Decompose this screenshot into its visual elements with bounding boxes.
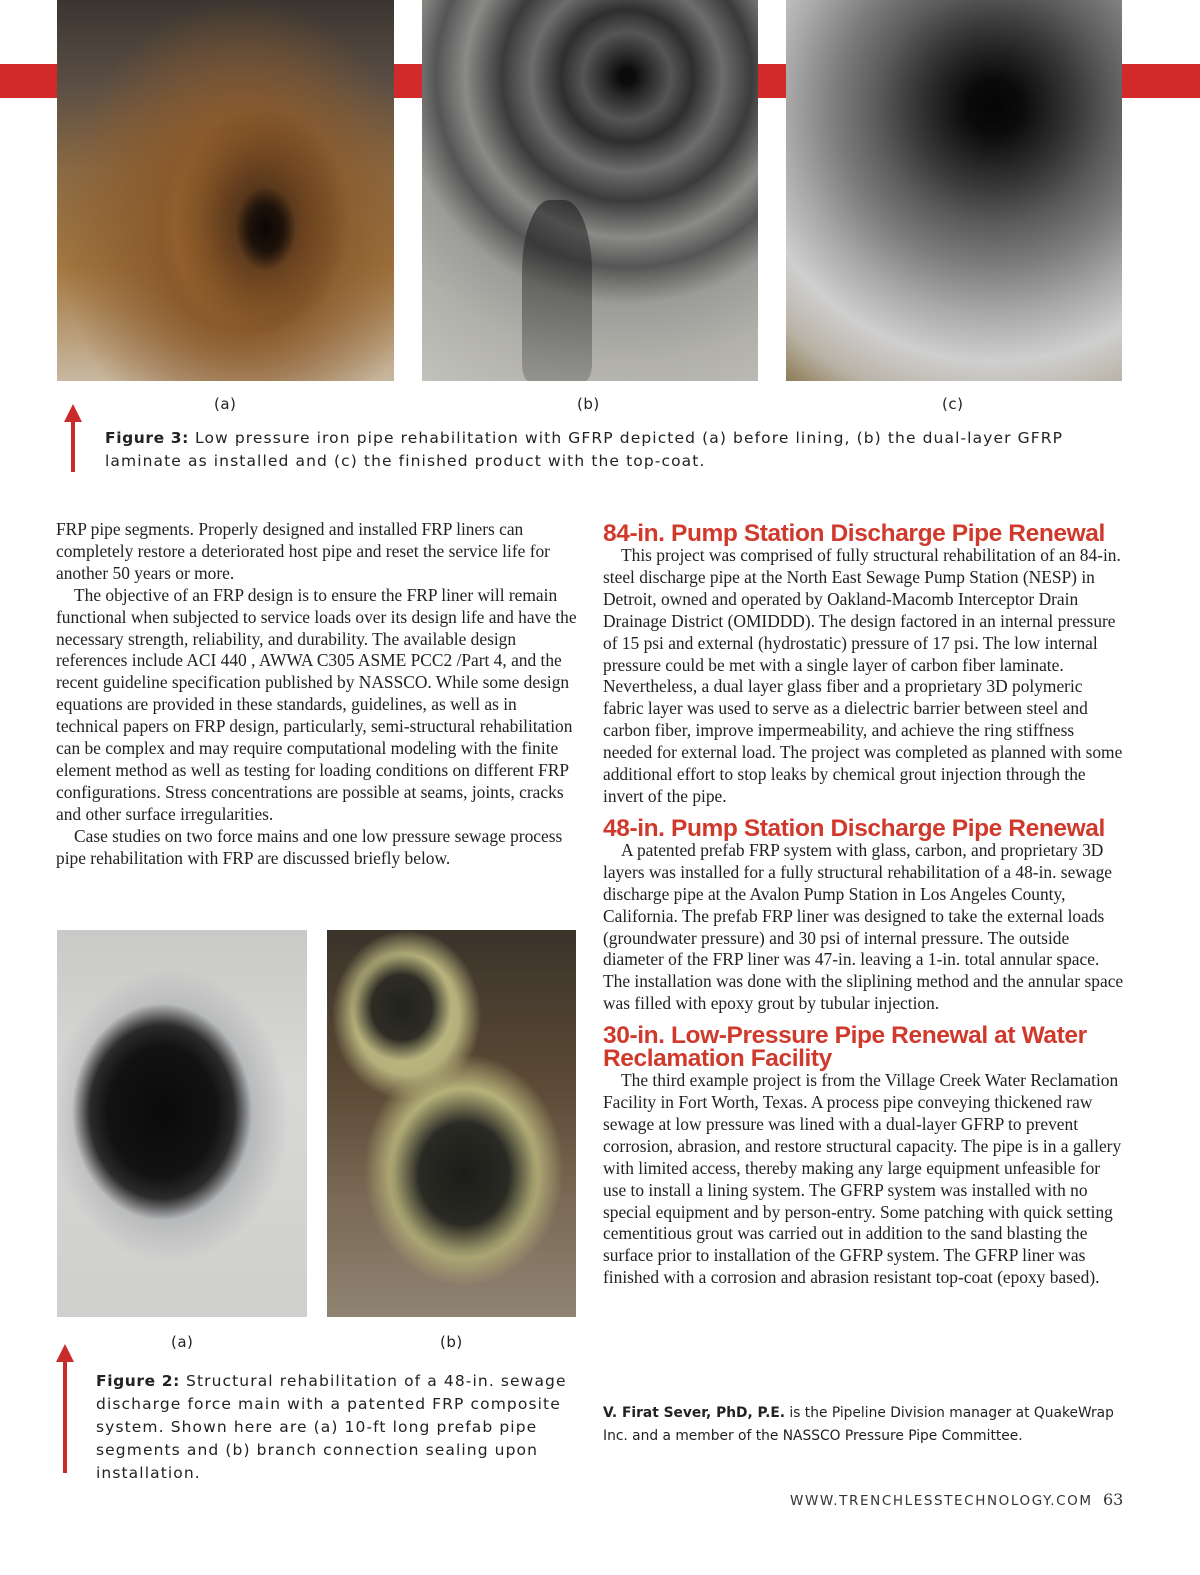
left-paragraph-3: Case studies on two force mains and one low pressure sewage process pipe rehabilitation with FRP are discussed briefly below. xyxy=(56,825,563,868)
section-heading-84in: 84-in. Pump Station Discharge Pipe Renewal xyxy=(603,520,1105,547)
figure3-label-c: (c) xyxy=(942,395,964,413)
arrow-up-icon xyxy=(71,418,75,472)
left-column xyxy=(56,519,578,870)
figure3-label-b: (b) xyxy=(577,395,600,413)
red-accent-bar-mid2 xyxy=(758,64,786,98)
author-bio xyxy=(603,1402,1133,1448)
page-number: 63 xyxy=(1103,1490,1124,1509)
red-accent-bar-right xyxy=(1122,64,1200,98)
red-accent-bar-mid1 xyxy=(394,64,422,98)
figure3-caption-text: Low pressure iron pipe rehabilitation with GFRP depicted (a) before lining, (b) the dual-layer GFRP laminate as installed and (c) the finished product with the top-coat. xyxy=(105,429,1064,470)
red-accent-bar-left xyxy=(0,64,57,98)
figure2-photo-a xyxy=(57,930,307,1317)
figure3-caption xyxy=(105,427,1115,473)
section-body-48in: A patented prefab FRP system with glass, carbon, and proprietary 3D layers was installed for a fully structural rehabilitation of a 48-in. sewage discharge pipe at the Avalon Pump Station in Los Angeles County, California. The prefab FRP liner was designed to take the external loads (groundwater pressure) and 30 psi of internal pressure. The outside diameter of the FRP liner was 47-in. leaving a 1-in. total annular space. The installation was done with the sliplining method and the annular space was filled with epoxy grout by tubular injection. xyxy=(603,839,1124,1014)
figure2-caption-text: Structural rehabilitation of a 48-in. sewage discharge force main with a patented FRP composite system. Shown here are (a) 10-ft long prefab pipe segments and (b) branch connection sealing upon installation. xyxy=(96,1372,567,1482)
figure3-photo-b xyxy=(422,0,758,381)
section-heading-48in: 48-in. Pump Station Discharge Pipe Renewal xyxy=(603,814,1105,842)
figure2-label-a: (a) xyxy=(171,1333,194,1351)
section-body-84in: This project was comprised of fully structural rehabilitation of an 84-in. steel discharge pipe at the North East Sewage Pump Station (NESP) in Detroit, owned and operated by Oakland-Macomb Interceptor Drain Drainage District (OMIDDD). The design factored in an internal pressure of 15 psi and external (hydrostatic) pressure of 17 psi. The low internal pressure could be met with a single layer of carbon fiber laminate. Nevertheless, a dual layer glass fiber and a proprietary 3D polymeric fabric layer was used to serve as a dielectric barrier between steel and carbon fiber, improve impermeability, and achieve the ring stiffness needed for external load. The project was completed as planned with some additional effort to stop leaks by chemical grout injection through the invert of the pipe. xyxy=(603,545,1123,806)
figure3-photo-a xyxy=(57,0,394,381)
figure3-label-a: (a) xyxy=(214,395,237,413)
right-column xyxy=(603,522,1125,1289)
figure2-caption xyxy=(96,1370,576,1485)
section-heading-30in: 30-in. Low-Pressure Pipe Renewal at Water Reclamation Facility xyxy=(603,1022,1087,1073)
section-body-30in: The third example project is from the Village Creek Water Reclamation Facility in Fort Worth, Texas. A process pipe conveying thickened raw sewage at low pressure was lined with a dual-layer GFRP to prevent corrosion, abrasion, and restore structural capacity. The pipe is in a gallery with limited access, thereby making any large equipment unfeasible for use to install a lining system. The GFRP system was installed with no special equipment and by person-entry. Some patching with quick setting cementitious grout was carried out in addition to the sand blasting the surface prior to installation of the GFRP system. The GFRP liner was finished with a corrosion and abrasion resistant top-coat (epoxy based). xyxy=(603,1070,1122,1288)
figure3-caption-label: Figure 3: xyxy=(105,429,189,447)
figure2-photo-b xyxy=(327,930,576,1317)
author-name: V. Firat Sever, PhD, P.E. xyxy=(603,1405,785,1421)
figure2-label-b: (b) xyxy=(440,1333,463,1351)
arrow-up-icon-2 xyxy=(63,1358,67,1473)
figure2-caption-label: Figure 2: xyxy=(96,1372,180,1390)
author-bio-text: is the Pipeline Division manager at QuakeWrap Inc. and a member of the NASSCO Pressure Pipe Committee. xyxy=(603,1405,1114,1444)
left-paragraph-1: FRP pipe segments. Properly designed and installed FRP liners can completely restore a deteriorated host pipe and reset the service life for another 50 years or more. xyxy=(56,519,550,583)
footer-url: WWW.TRENCHLESSTECHNOLOGY.COM xyxy=(790,1493,1093,1509)
figure3-photo-c xyxy=(786,0,1122,381)
left-paragraph-2: The objective of an FRP design is to ensure the FRP liner will remain functional when subjected to service loads over its design life and have the necessary strength, reliability, and durability. The available design references include ACI 440 , AWWA C305 ASME PCC2 /Part 4, and the recent guideline specification published by NASSCO. While some design equations are provided in these standards, guidelines, as well as in technical papers on FRP design, particularly, semi-structural rehabilitation can be complex and may require computational modeling with the finite element method as well as testing for loading conditions on different FRP configurations. Stress concentrations are possible at seams, joints, cracks and other surface irregularities. xyxy=(56,584,577,824)
